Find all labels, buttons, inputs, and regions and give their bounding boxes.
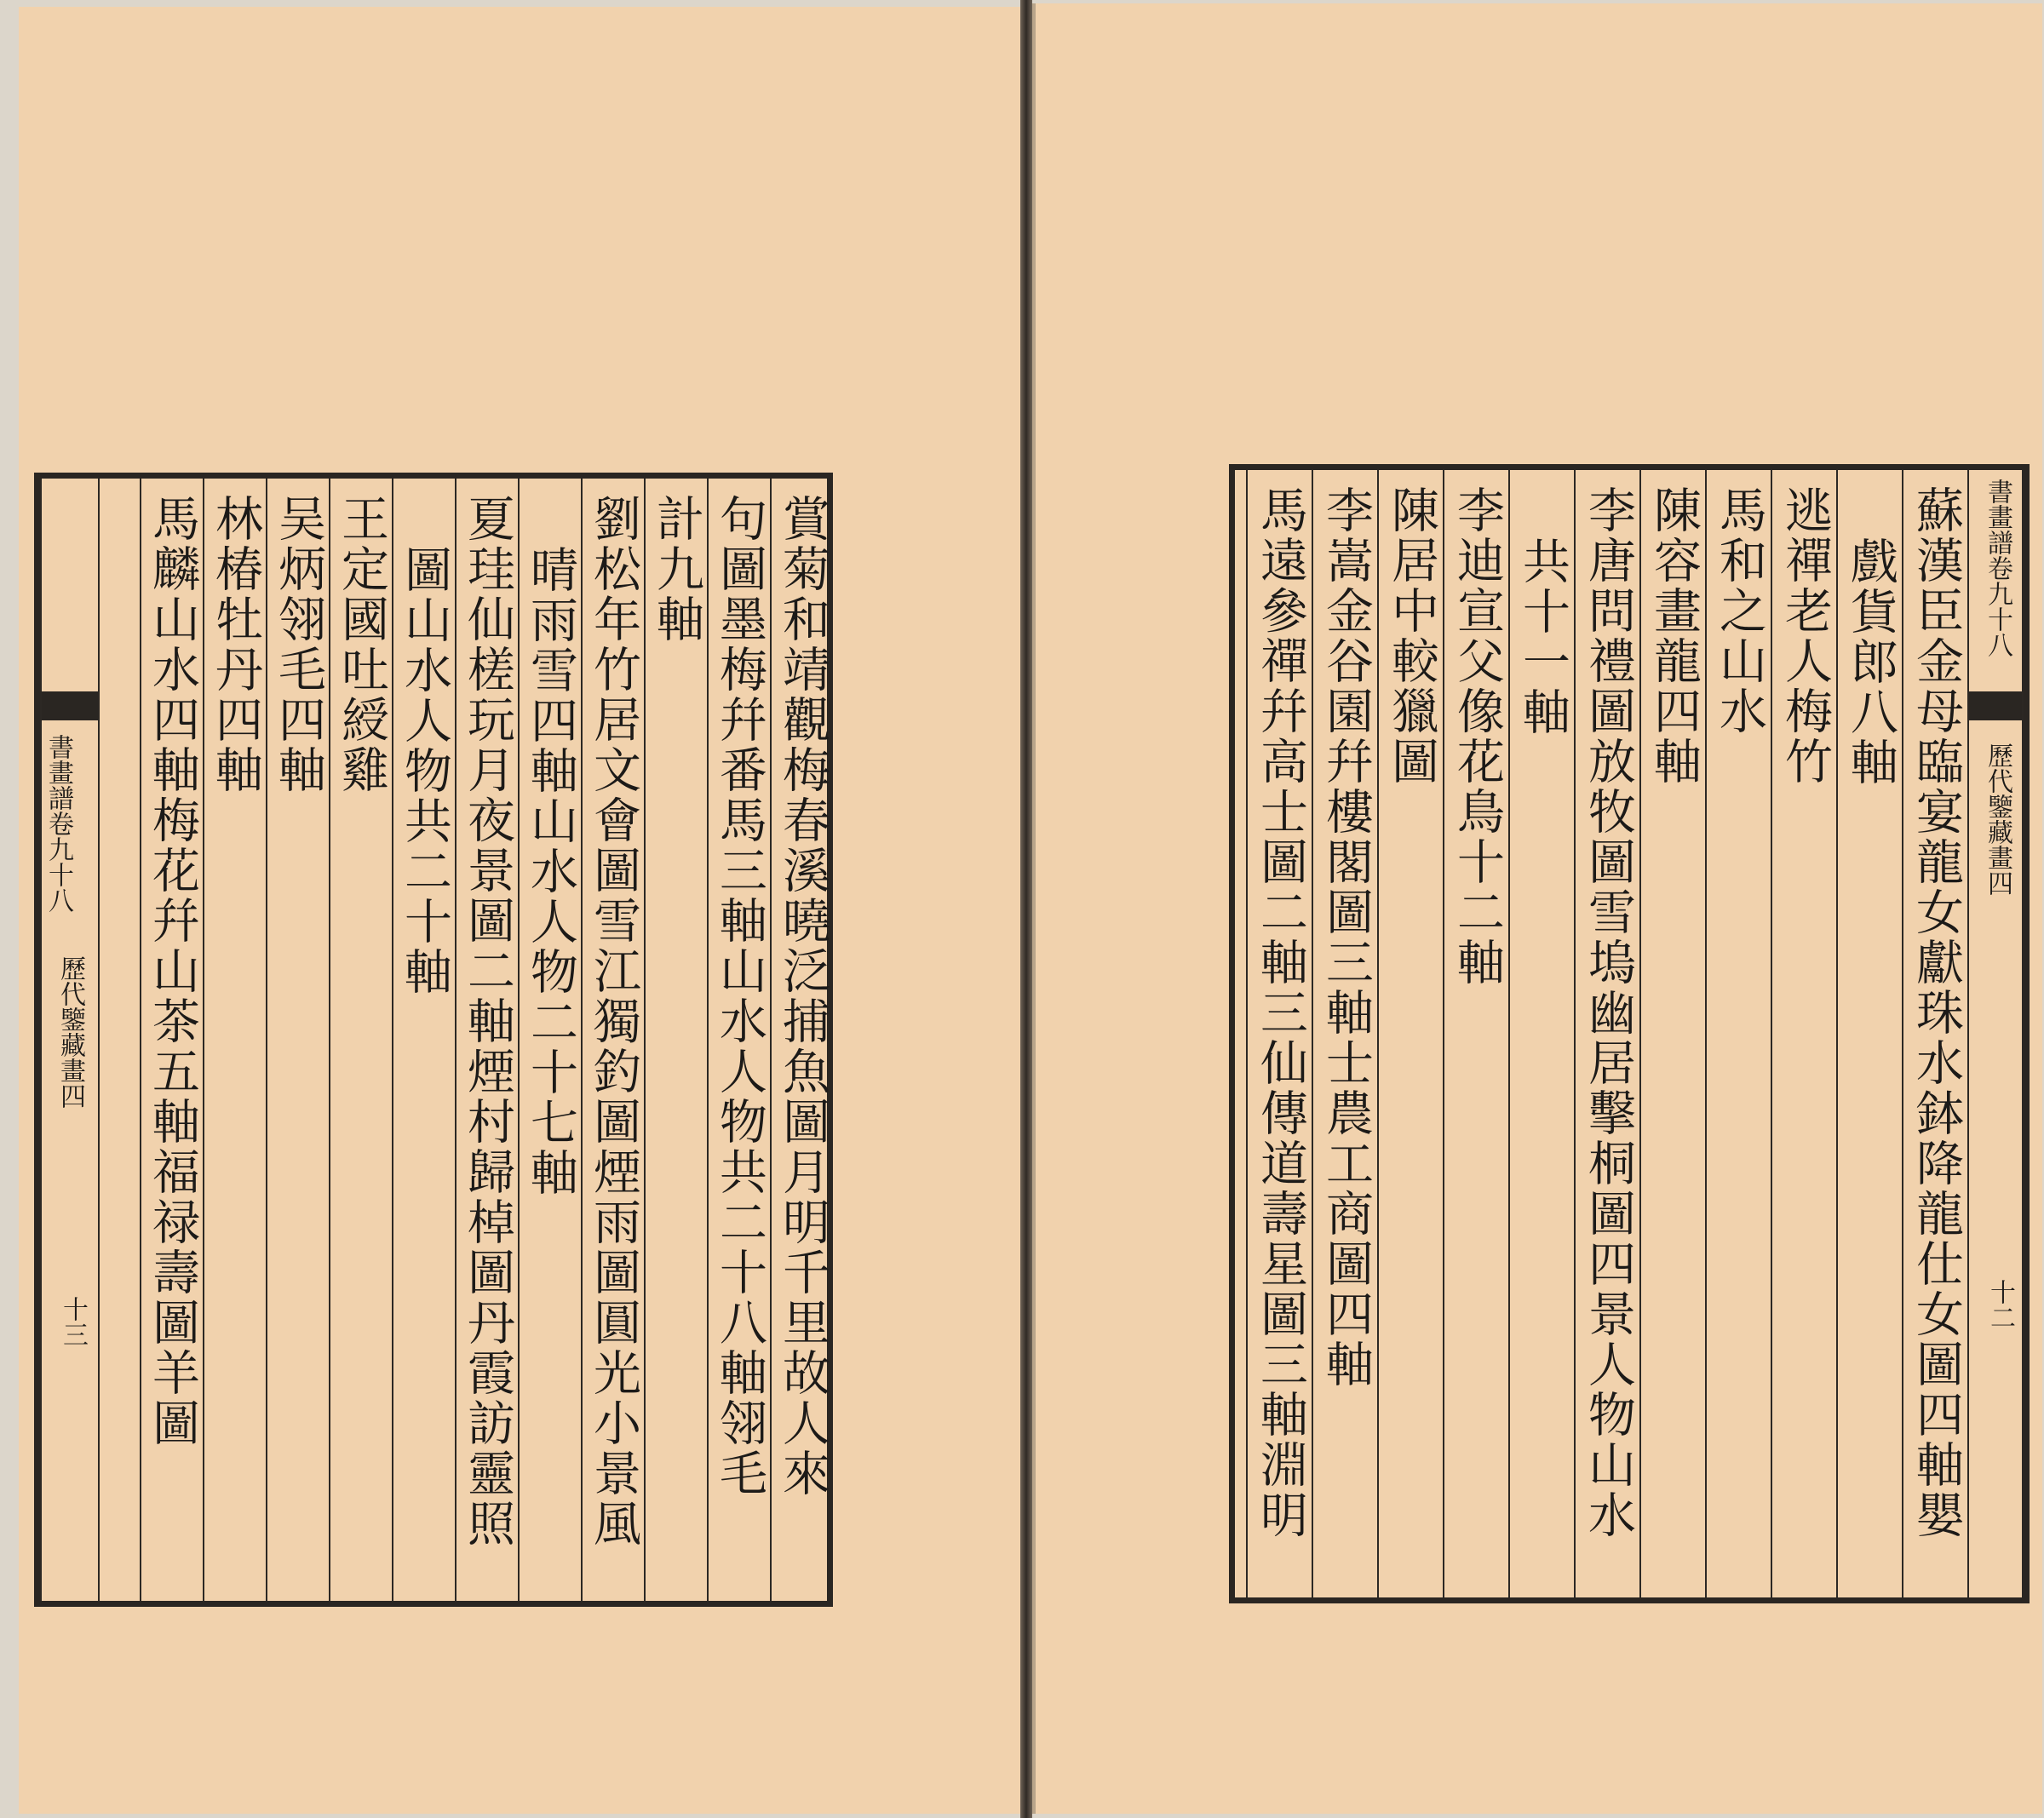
banxin-strip bbox=[1967, 470, 2024, 1597]
column-text: 共十一軸 bbox=[1515, 536, 1570, 737]
column-text: 晴雨雪四軸山水人物二十七軸 bbox=[523, 545, 578, 1198]
banxin-title: 書畫譜卷九十八 bbox=[1983, 479, 2012, 657]
column-text: 馬和之山水 bbox=[1712, 485, 1767, 737]
text-column bbox=[329, 479, 392, 1601]
text-column bbox=[707, 479, 770, 1601]
column-text: 句圖墨梅幷番馬三軸山水人物共二十八軸翎毛 bbox=[712, 494, 767, 1499]
text-column bbox=[1771, 470, 1836, 1597]
text-column bbox=[1902, 470, 1967, 1597]
column-text: 劉松年竹居文會圖雪江獨釣圖煙雨圖圓光小景風 bbox=[586, 494, 641, 1549]
text-column bbox=[455, 479, 518, 1601]
text-column bbox=[1443, 470, 1508, 1597]
folio-number: 十三 bbox=[58, 1296, 88, 1347]
text-column bbox=[581, 479, 644, 1601]
column-text: 戲貨郎八軸 bbox=[1843, 536, 1898, 788]
banxin-title: 書畫譜卷九十八 bbox=[43, 734, 73, 913]
fish-tail-mark bbox=[1969, 691, 2022, 720]
text-column bbox=[203, 479, 266, 1601]
text-column bbox=[266, 479, 329, 1601]
column-text: 陳容畫龍四軸 bbox=[1646, 485, 1702, 787]
text-column bbox=[518, 479, 581, 1601]
text-column bbox=[1705, 470, 1771, 1597]
column-text: 馬遠參禪幷高士圖二軸三仙傳道壽星圖三軸淵明 bbox=[1253, 485, 1308, 1540]
left-text-frame bbox=[34, 473, 833, 1607]
banxin-strip bbox=[40, 479, 100, 1601]
book-gutter bbox=[1020, 0, 1032, 1818]
column-text: 夏珪仙槎玩月夜景圖二軸煙村歸棹圖丹霞訪靈照 bbox=[460, 494, 515, 1549]
fish-tail-mark bbox=[42, 691, 98, 720]
column-text: 李迪宣父像花鳥十二軸 bbox=[1450, 485, 1505, 988]
column-text: 陳居中較獵圖 bbox=[1384, 485, 1439, 787]
folio-number: 十二 bbox=[1985, 1279, 2015, 1330]
text-column bbox=[1639, 470, 1705, 1597]
text-column bbox=[140, 479, 203, 1601]
text-column bbox=[392, 479, 455, 1601]
text-column bbox=[1574, 470, 1639, 1597]
column-text: 逃禪老人梅竹 bbox=[1777, 485, 1833, 787]
right-text-frame bbox=[1229, 464, 2030, 1603]
column-text: 馬麟山水四軸梅花幷山茶五軸福禄壽圖羊圖 bbox=[145, 494, 200, 1448]
column-text: 賞菊和靖觀梅春溪曉泛捕魚圖月明千里故人來 bbox=[775, 494, 830, 1499]
column-text: 李唐問禮圖放牧圖雪塢幽居擊桐圖四景人物山水 bbox=[1581, 485, 1636, 1540]
text-column bbox=[1836, 470, 1902, 1597]
column-text: 吴炳翎毛四軸 bbox=[271, 494, 326, 795]
text-column bbox=[1377, 470, 1443, 1597]
column-text: 計九軸 bbox=[649, 494, 704, 645]
column-text: 王定國吐綬雞 bbox=[334, 494, 389, 795]
column-text: 林椿牡丹四軸 bbox=[208, 494, 263, 795]
text-column bbox=[1508, 470, 1574, 1597]
column-text: 圖山水人物共二十軸 bbox=[397, 545, 452, 997]
text-column bbox=[1246, 470, 1312, 1597]
text-column bbox=[1312, 470, 1377, 1597]
banxin-section: 歷代鑒藏畫四 bbox=[55, 955, 85, 1109]
column-text: 蘇漢臣金母臨宴龍女獻珠水鉢降龍仕女圖四軸嬰 bbox=[1909, 485, 1964, 1540]
text-column bbox=[644, 479, 707, 1601]
column-text: 李嵩金谷園幷樓閣圖三軸士農工商圖四軸 bbox=[1318, 485, 1374, 1390]
banxin-section: 歷代鑒藏畫四 bbox=[1983, 743, 2012, 896]
text-column bbox=[770, 479, 833, 1601]
